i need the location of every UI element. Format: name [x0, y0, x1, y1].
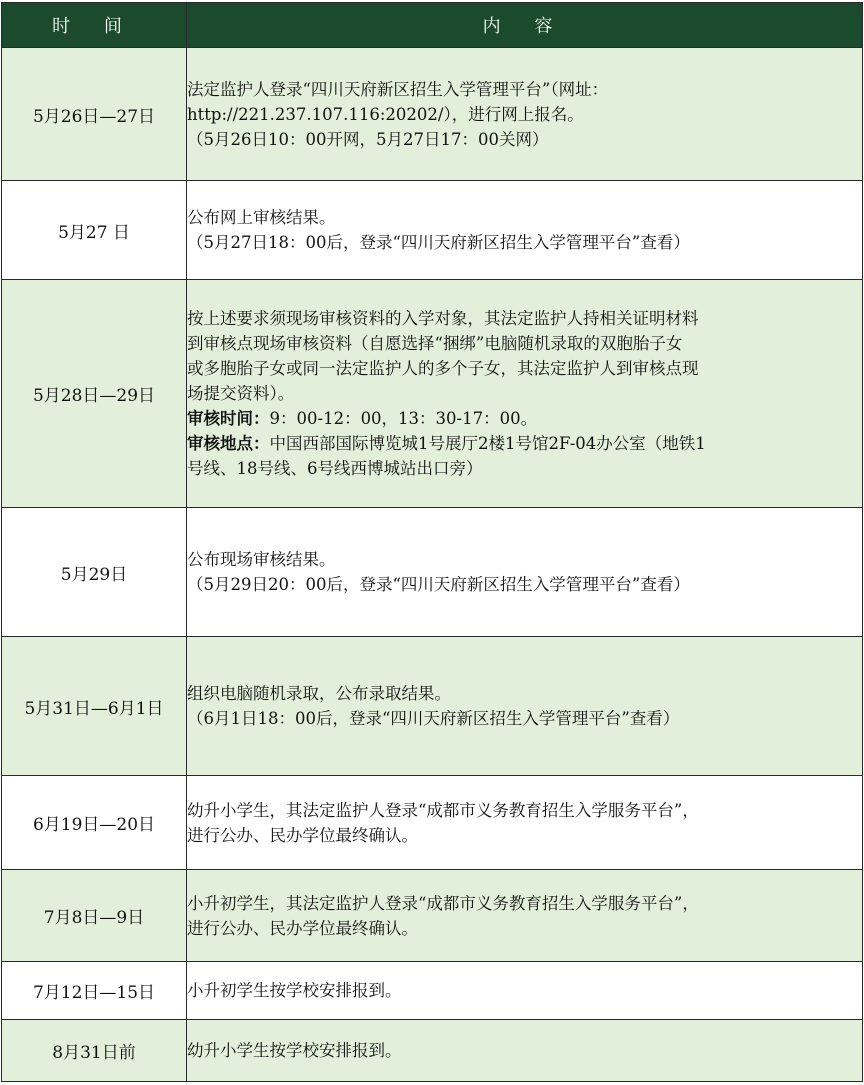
row-time: 6月19日—20日 [2, 776, 187, 870]
content-line: （5月29日20：00后，登录“四川天府新区招生入学管理平台”查看） [187, 575, 690, 594]
header-content: 内 容 [187, 3, 863, 48]
content-line: http://221.237.107.116:20202/），进行网上报名。 [187, 104, 584, 124]
table-header-row [2, 3, 863, 48]
row-content [187, 48, 863, 181]
content-line: 公布现场审核结果。 [187, 550, 336, 569]
content-line: 小升初学生，其法定监护人登录“成都市义务教育招生入学服务平台”， [187, 893, 699, 913]
content-line: 按上述要求须现场审核资料的入学对象，其法定监护人持相关证明材料 [187, 309, 699, 328]
row-content [187, 181, 863, 280]
row-time: 5月26日—27日 [2, 48, 187, 181]
row-content [187, 962, 863, 1020]
row-time: 5月28日—29日 [2, 280, 187, 508]
content-line: 或多胞胎子女或同一法定监护人的多个子女，其法定监护人到审核点现 [187, 359, 699, 378]
content-line: 组织电脑随机录取，公布录取结果。 [187, 684, 451, 703]
content-line: 小升初学生按学校安排报到。 [187, 981, 402, 1000]
place-line [187, 431, 862, 456]
row-content [187, 280, 863, 508]
place-value: 中国西部国际博览城1号展厅2楼1号馆2F-04办公室（地铁1 [269, 434, 706, 453]
table-row [2, 870, 863, 962]
row-content [187, 508, 863, 637]
content-line: 场提交资料）。 [187, 384, 295, 403]
table-row [2, 48, 863, 181]
row-time: 7月8日—9日 [2, 870, 187, 962]
hours-label: 审核时间： [187, 409, 270, 428]
schedule-table [1, 2, 863, 1082]
content-line: 法定监护人登录“四川天府新区招生入学管理平台”（网址： [187, 79, 609, 99]
table-row [2, 776, 863, 870]
row-content [187, 776, 863, 870]
content-line: 幼升小学生按学校安排报到。 [187, 1041, 402, 1060]
place-label: 审核地点： [187, 434, 270, 453]
table-row [2, 962, 863, 1020]
content-line: 公布网上审核结果。 [187, 208, 336, 227]
content-line: （5月26日10：00开网，5月27日17：00关网） [187, 129, 549, 149]
row-content [187, 1020, 863, 1082]
header-time: 时 间 [2, 3, 187, 48]
table-row [2, 637, 863, 776]
content-line: 进行公办、民办学位最终确认。 [187, 825, 418, 845]
row-time: 7月12日—15日 [2, 962, 187, 1020]
row-time: 5月31日—6月1日 [2, 637, 187, 776]
content-line: （6月1日18：00后，登录“四川天府新区招生入学管理平台”查看） [187, 709, 680, 728]
table-row [2, 1020, 863, 1082]
table-row [2, 181, 863, 280]
table-row [2, 280, 863, 508]
place-line-cont: 号线、18号线、6号线西博城站出口旁） [187, 459, 483, 478]
hours-line [187, 406, 862, 431]
hours-value: 9：00-12：00，13：30-17：00。 [269, 409, 538, 428]
table-row [2, 508, 863, 637]
row-time: 8月31日前 [2, 1020, 187, 1082]
content-line: 到审核点现场审核资料（自愿选择“捆绑”电脑随机录取的双胞胎子女 [187, 334, 683, 353]
content-line: 幼升小学生，其法定监护人登录“成都市义务教育招生入学服务平台”， [187, 800, 699, 820]
row-content [187, 637, 863, 776]
row-content [187, 870, 863, 962]
row-time: 5月29日 [2, 508, 187, 637]
content-line: （5月27日18：00后，登录“四川天府新区招生入学管理平台”查看） [187, 233, 690, 252]
content-line: 进行公办、民办学位最终确认。 [187, 918, 418, 938]
row-time: 5月27 日 [2, 181, 187, 280]
